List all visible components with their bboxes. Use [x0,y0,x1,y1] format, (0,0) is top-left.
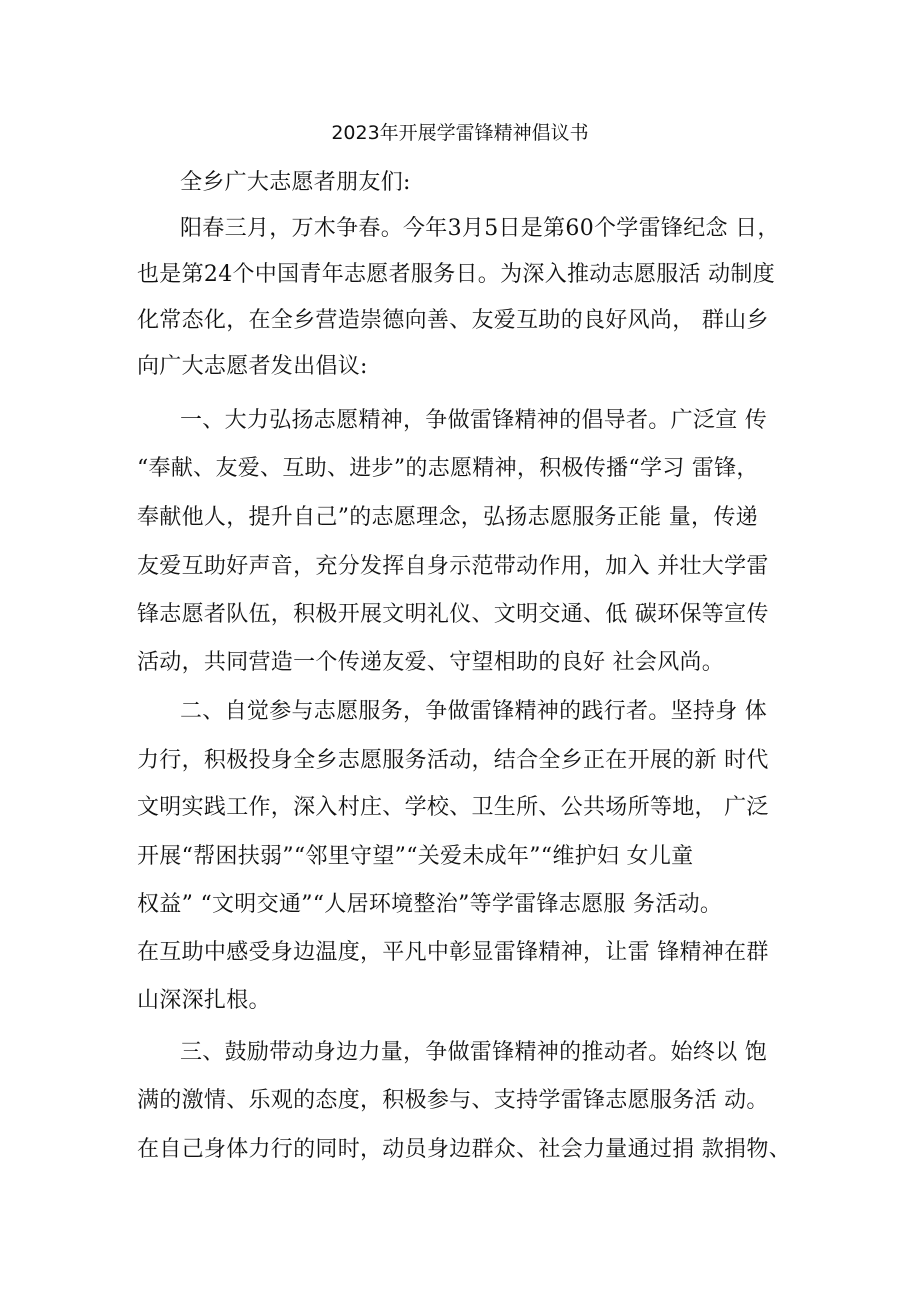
paragraph-line: 满的激情、乐观的态度，积极参与、支持学雷锋志愿服务活 动。 [137,1088,769,1113]
paragraph-line: 友爱互助好声音，充分发挥自身示范带动作用，加入 并壮大学雷 [137,554,769,579]
paragraph-line: 一、大力弘扬志愿精神，争做雷锋精神的倡导者。广泛宣 传 [180,408,768,433]
paragraph-line: 开展“帮困扶弱”“邻里守望”“关爱未成年”“维护妇 女儿童 [137,844,694,869]
paragraph-line: 也是第24个中国青年志愿者服务日。为深入推动志愿服活 动制度 [137,262,775,287]
paragraph-line: 向广大志愿者发出倡议: [137,354,368,379]
document-title: 2023年开展学雷锋精神倡议书 [331,122,589,144]
paragraph-line: 活动，共同营造一个传递友爱、守望相助的良好 社会风尚。 [137,650,725,675]
paragraph-line: 力行，积极投身全乡志愿服务活动，结合全乡正在开展的新 时代 [137,748,769,773]
paragraph-line: 阳春三月，万木争春。今年3月5日是第60个学雷锋纪念 日， [180,216,780,241]
paragraph-line: 山深深扎根。 [137,988,271,1013]
paragraph-line: 二、自觉参与志愿服务，争做雷锋精神的践行者。坚持身 体 [180,699,768,724]
paragraph-line: 文明实践工作，深入村庄、学校、卫生所、公共场所等地， 广泛 [137,795,769,820]
paragraph-line: 奉献他人，提升自己”的志愿理念，弘扬志愿服务正能 量，传递 [137,505,758,530]
paragraph-line: 权益” “文明交通”“人居环境整治”等学雷锋志愿服 务活动。 [137,892,723,917]
salutation-line: 全乡广大志愿者朋友们: [180,170,411,195]
paragraph-line: 化常态化，在全乡营造崇德向善、友爱互助的良好风尚， 群山乡 [137,308,769,333]
paragraph-line: 锋志愿者队伍，积极开展文明礼仪、文明交通、低 碳环保等宣传 [137,602,769,627]
paragraph-line: 在自己身体力行的同时，动员身边群众、社会力量通过捐 款捐物、 [137,1137,791,1162]
paragraph-line: 在互助中感受身边温度，平凡中彰显雷锋精神，让雷 锋精神在群 [137,940,769,965]
paragraph-line: “奉献、友爱、互助、进步”的志愿精神，积极传播“学习 雷锋， [137,456,759,481]
paragraph-line: 三、鼓励带动身边力量，争做雷锋精神的推动者。始终以 饱 [180,1040,768,1065]
